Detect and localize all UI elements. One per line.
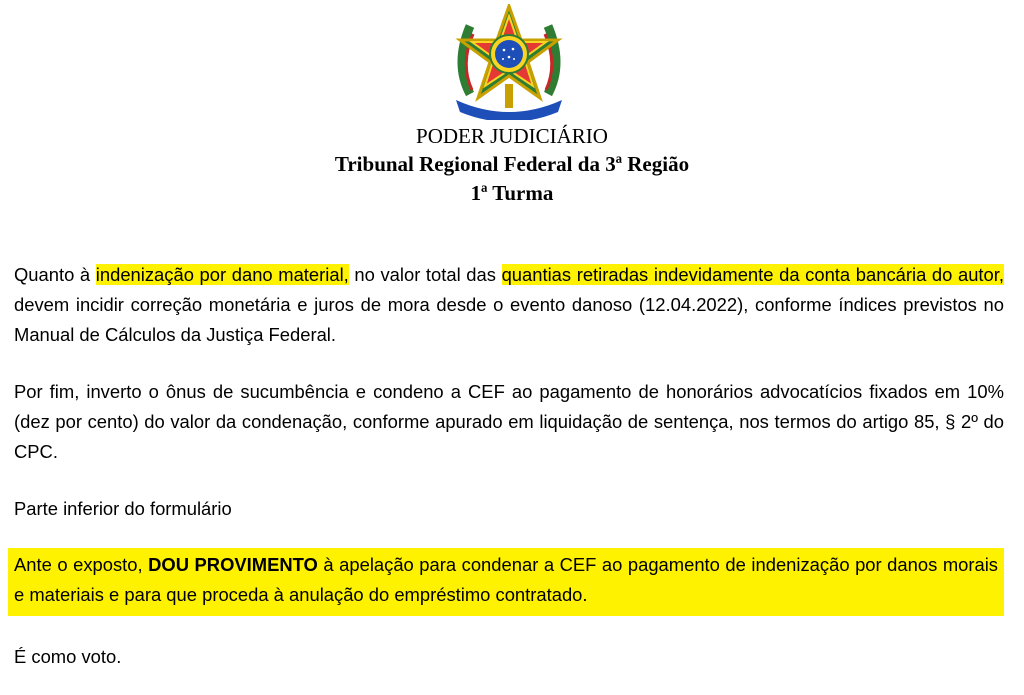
paragraph-ruling [8, 548, 1004, 616]
chamber-title: 1ª Turma [470, 181, 554, 205]
text-segment: Quanto à [14, 264, 96, 285]
paragraph-material-damages [14, 260, 1004, 350]
ruling-emphasis: DOU PROVIMENTO [148, 554, 318, 575]
text-segment: Ante o exposto, [14, 554, 149, 575]
coat-of-arms-icon [448, 4, 570, 120]
org-title: PODER JUDICIÁRIO [416, 124, 608, 148]
paragraph-fees: Por fim, inverto o ônus de sucumbência e condeno a CEF ao pagamento de honorários advocatícios fixados em 10% (dez por cento) do valor da condenação, conforme apurado em liquidação de sentença, nos termos do artigo 85, § 2º do CPC. [14, 381, 1004, 462]
highlighted-text: quantias retiradas indevidamente da conta bancária do autor, [501, 264, 1004, 285]
court-title: Tribunal Regional Federal da 3ª Região [334, 152, 690, 176]
paragraph-closing: É como voto. [14, 646, 122, 667]
highlighted-text: indenização por dano material, [95, 264, 349, 285]
paragraph-form-bottom: Parte inferior do formulário [14, 498, 232, 519]
text-segment: devem incidir correção monetária e juros de mora desde o evento danoso (12.04.2022), conforme índices previstos no Manual de Cálculos da Justiça Federal. [14, 294, 1004, 345]
text-segment: no valor total das [348, 264, 502, 285]
text-segment: à apelação para condenar a CEF ao pagamento de indenização por danos morais e materiais e para que proceda à anulação do empréstimo contratado. [14, 554, 998, 605]
